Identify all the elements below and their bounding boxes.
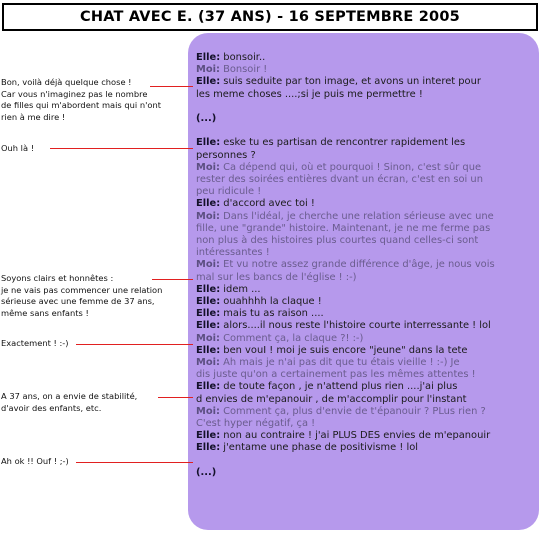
elle-speaker-label: Elle: [196,344,221,356]
chat-message-text: suis seduite par ton image, et avons un interet pour [220,76,481,88]
chat-message-text: rester des soirées entières dvant un écran, c'est en soi un [196,174,483,185]
chat-message-text: ouahhhh la claque ! [220,296,322,307]
chat-message-text: (...) [196,113,217,124]
chat-message-text: dis juste qu'on a certainement pas les mêmes attentes ! [196,369,476,381]
chat-line [196,418,536,430]
chat-line [196,394,536,406]
elle-speaker-label: Elle: [196,308,221,320]
chat-line [196,272,536,284]
chat-line [196,150,536,162]
chat-line [196,320,536,332]
chat-message-text: j'entame une phase de positivisme ! lol [220,442,419,454]
chat-line [196,381,536,393]
annotation-line: A 37 ans, on a envie de stabilité, [1,391,138,401]
chat-line [196,357,536,369]
chat-message-text: Comment ça, la claque ?! :-) [219,332,364,344]
elle-speaker-label: Elle: [196,76,221,88]
chat-line [196,64,536,76]
moi-speaker-label: Moi: [196,259,220,271]
chat-line [196,162,536,174]
chat-ellipsis [196,467,536,479]
annotation-connector [158,397,193,398]
chat-line [196,345,536,357]
annotation-connector [152,279,193,280]
chat-message-text: mais tu as raison .... [220,308,324,320]
annotation-line: même sans enfants ! [1,307,89,318]
annotation-line: je ne vais pas commencer une relation [1,284,163,295]
chat-message-text: Bonsoir ! [219,64,268,76]
moi-speaker-label: Moi: [196,405,220,417]
annotation-connector [76,462,193,463]
chat-message-text: alors....il nous reste l'histoire courte interressante ! lol [220,320,491,332]
moi-speaker-label: Moi: [196,210,220,222]
page-title: CHAT AVEC E. (37 ANS) - 16 SEPTEMBRE 2005 [80,9,460,25]
chat-message-text: C'est hyper négatif, ça ! [196,418,316,429]
chat-message-text: eske tu es partisan de rencontrer rapidement les [220,137,466,149]
chat-line [196,174,536,186]
moi-speaker-label: Moi: [196,332,220,344]
chat-message-text: bonsoir.. [220,52,266,63]
annotation-connector [150,86,193,87]
chat-line [196,52,536,64]
chat-line [196,186,536,198]
annotation-connector [50,148,193,149]
moi-speaker-label: Moi: [196,161,220,173]
chat-line [196,369,536,381]
chat-line [196,259,536,271]
annotation-note [1,273,161,319]
annotation-line: Soyons clairs et honnêtes : [1,273,114,283]
chat-message-text: personnes ? [196,149,256,161]
chat-message-text: fille, une "grande" histoire. Maintenant, je ne me ferme pas [196,222,491,234]
chat-message-text: mal sur les bancs de l'église ! :-) [196,271,357,283]
chat-line [196,235,536,247]
elle-speaker-label: Elle: [196,52,221,63]
chat-message-text: (...) [196,466,217,478]
annotation-line: Exactement ! :-) [1,338,69,348]
chat-message-text: d'accord avec toi ! [220,198,315,210]
chat-message-text: Dans l'idéal, je cherche une relation sérieuse avec une [219,210,494,222]
elle-speaker-label: Elle: [196,442,221,454]
chat-line [196,89,536,101]
annotation-line: Ah ok !! Ouf ! ;-) [1,456,69,466]
chat-message-text: non au contraire ! j'ai PLUS DES envies de m'epanouir [220,430,491,442]
elle-speaker-label: Elle: [196,198,221,210]
chat-message-text: Ca dépend qui, où et pourquoi ! Sinon, c'est sûr que [219,161,482,173]
chat-message-text: les meme choses ....;si je puis me permettre ! [196,88,423,100]
chat-line [196,442,536,454]
chat-line [196,430,536,442]
chat-line [196,308,536,320]
chat-line [196,296,536,308]
chat-line [196,76,536,88]
chat-message-text: idem ... [220,283,261,295]
annotation-line: Ouh là ! [1,143,35,153]
annotation-line: Bon, voilà déjà quelque chose ! [1,77,132,87]
chat-line [196,247,536,259]
chat-message-text: intéressantes ! [196,247,270,259]
chat-message-text: Ah mais je n'ai pas dit que tu étais vieille ! :-) Je [219,357,460,368]
chat-line [196,406,536,418]
elle-speaker-label: Elle: [196,296,221,307]
elle-speaker-label: Elle: [196,283,221,295]
chat-message-text: Et vu notre assez grande différence d'âge, je nous vois [219,259,495,271]
moi-speaker-label: Moi: [196,64,220,76]
elle-speaker-label: Elle: [196,381,221,393]
chat-line [196,333,536,345]
elle-speaker-label: Elle: [196,430,221,442]
chat-message-text: non plus à des histoires plus courtes quand celles-ci sont [196,235,479,246]
annotation-connector [76,344,193,345]
chat-line [196,211,536,223]
chat-message-text: de toute façon , je n'attend plus rien ....j'ai plus [220,381,458,393]
elle-speaker-label: Elle: [196,320,221,332]
chat-line [196,284,536,296]
chat-ellipsis [196,113,536,125]
annotation-line: sérieuse avec une femme de 37 ans, [1,296,155,307]
annotation-line: d'avoir des enfants, etc. [1,402,102,413]
chat-message-text: peu ridicule ! [196,186,262,198]
chat-message-text: d envies de m'epanouir , de m'accomplir pour l'instant [196,393,467,405]
annotation-note [1,391,161,414]
title-banner [2,3,538,31]
annotation-line: Car vous n'imaginez pas le nombre [1,88,148,99]
annotation-note [1,77,161,123]
chat-line [196,223,536,235]
chat-message-text: Comment ça, plus d'envie de t'épanouir ? PLus rien ? [219,405,486,417]
annotation-line: rien à me dire ! [1,111,66,122]
moi-speaker-label: Moi: [196,357,220,368]
chat-message-text: ben vouI ! moi je suis encore "jeune" dans la tete [220,344,468,356]
chat-line [196,137,536,149]
chat-line [196,198,536,210]
annotation-line: de filles qui m'abordent mais qui n'ont [1,100,161,111]
elle-speaker-label: Elle: [196,137,221,149]
